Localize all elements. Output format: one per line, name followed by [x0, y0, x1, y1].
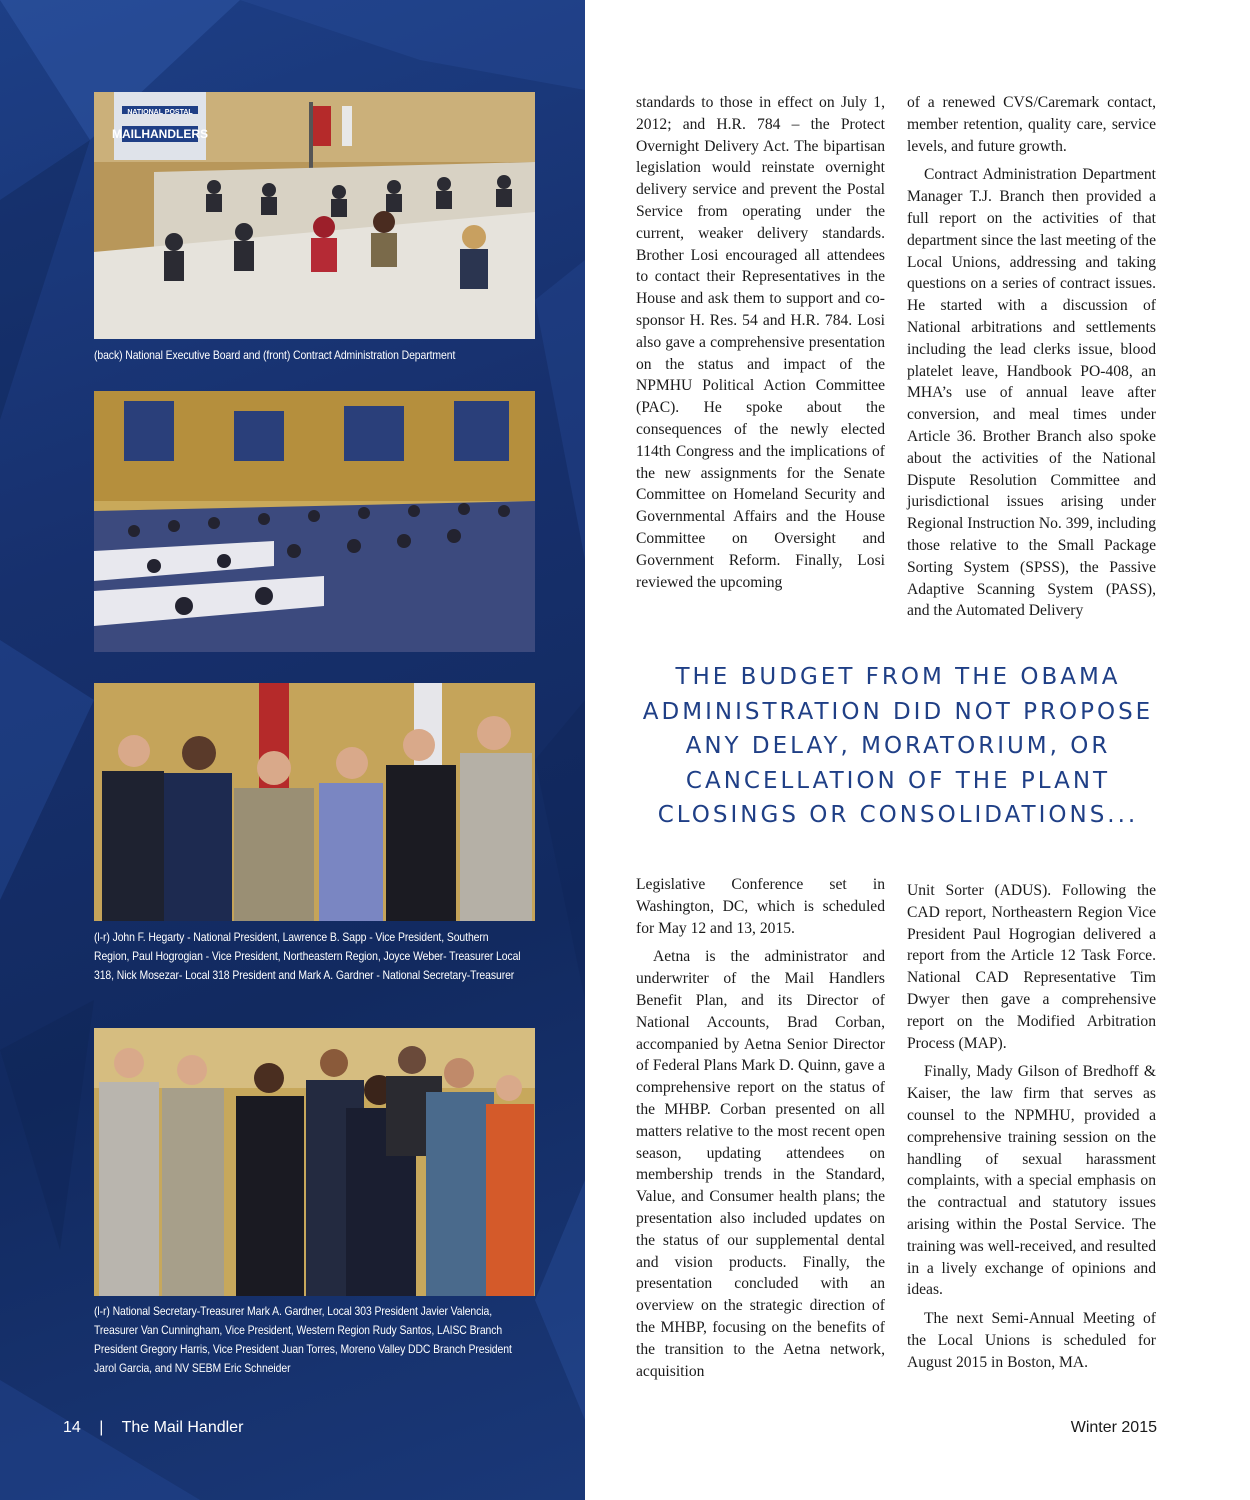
photo-group-eight — [94, 1028, 535, 1296]
publication-name: The Mail Handler — [121, 1419, 244, 1436]
paragraph: Finally, Mady Gilson of Bredhoff & Kaiser, the law firm that serves as counsel to the NPMHU, provided a comprehensive training session on the handling of sexual harassment complaints, with a special emphasis on the contractual and statutory issues arising within the Postal Service. The training was well-received, and resulted in a lively exchange of opinions and ideas. — [907, 1063, 1156, 1299]
left-blue-panel — [0, 0, 585, 1500]
article-column-1-bottom — [636, 874, 885, 1389]
photo-caption-group-six: (l-r) John F. Hegarty - National President, Lawrence B. Sapp - Vice President, Southern Region, Paul Hogrogian - Vice President, Northeastern Region, Joyce Weber- Treasurer Local 318, Nick Mosezar- Local 318 President and Mark A. Gardner - National Secretary-Treasurer — [94, 931, 521, 982]
issue-date: Winter 2015 — [1070, 1419, 1157, 1436]
photo-group-six — [94, 683, 535, 921]
article-column-1-top — [636, 92, 885, 600]
paragraph: Aetna is the administrator and underwriter of the Mail Handlers Benefit Plan, and its Director of National Accounts, Brad Corban, accompanied by Aetna Senior Director of Federal Plans Mark D. Quinn, gave a comprehensive report on the status of the MHBP. Corban presented on all matters relative to the most recent open season, updating attendees on membership trends in the Standard, Value, and Consumer health plans; the presentation also included updates on the status of our supplemental dental and vision products. Finally, the presentation concluded with an overview on the strategic direction of the MHBP, focusing on the benefits of the transition to the Aetna network, acquisition — [636, 948, 886, 1380]
footer-separator: | — [99, 1419, 104, 1436]
photo-caption-group-eight: (l-r) National Secretary-Treasurer Mark A. Gardner, Local 303 President Javier Valencia, Treasurer Van Cunningham, Vice President, Western Region Rudy Santos, LAISC Branch President Gregory Harris, Vice President Juan Torres, Moreno Valley DDC Branch President Jarol Garcia, and NV SEBM Eric Schneider — [94, 1305, 512, 1375]
photo-ballroom-audience — [94, 391, 535, 652]
paragraph: Unit Sorter (ADUS). Following the CAD report, Northeastern Region Vice President Paul Hogrogian delivered a report from the Article 12 Task Force. National CAD Representative Tim Dwyer then gave a comprehensive report on the Modified Arbitration Process (MAP). — [907, 882, 1156, 1052]
footer-left — [63, 1419, 243, 1437]
article-column-2-top — [907, 92, 1156, 629]
paragraph: The next Semi-Annual Meeting of the Local Unions is scheduled for August 2015 in Boston, MA. — [907, 1310, 1156, 1371]
page-number: 14 — [63, 1419, 81, 1436]
photo-caption-executive-board: (back) National Executive Board and (front) Contract Administration Department — [94, 349, 456, 362]
paragraph: standards to those in effect on July 1, 2012; and H.R. 784 – the Protect Overnight Delivery Act. The bipartisan legislation would reinstate overnight delivery service and prevent the Postal Service from operating under the current, weaker delivery standards. Brother Losi encouraged all attendees to contact their Representatives in the House and ask them to support and co-sponsor H. Res. 54 and H.R. 784. Losi also gave a comprehensive presentation on the status and impact of the NPMHU Political Action Committee (PAC). He spoke about the consequences of the newly elected 114th Congress and the implications of the new assignments for the Senate Committee on Homeland Security and Governmental Affairs and the House Committee on Oversight and Government Reform. Finally, Losi reviewed the upcoming — [636, 94, 885, 591]
paragraph: Contract Administration Department Manager T.J. Branch then provided a full report on the activities of that department since the last meeting of the Local Unions, addressing and taking questions on a series of contract issues. He started with a discussion of National arbitrations and settlements including the lead clerks issue, blood platelet leave, Handbook PO-408, an MHA’s use of annual leave after conversion, and meal times under Article 36. Brother Branch also spoke about the activities of the National Dispute Resolution Committee and jurisdictional issues arising under Regional Instruction No. 399, including those relative to the Small Package Sorting System (SPSS), the Passive Adaptive Scanning System (PASS), and the Automated Delivery — [907, 166, 1156, 620]
pull-quote: THE BUDGET FROM THE OBAMA ADMINISTRATION DID NOT PROPOSE ANY DELAY, MORATORIUM, OR CANCELLATION OF THE PLANT CLOSINGS OR CONSOLIDATIONS... — [642, 664, 1154, 828]
sign-text: MAILHANDLERS — [112, 127, 208, 141]
sign-text: NATIONAL POSTAL — [127, 109, 193, 116]
paragraph: of a renewed CVS/Caremark contact, member retention, quality care, service levels, and future growth. — [907, 94, 1156, 155]
photo-executive-board — [94, 92, 535, 339]
paragraph: Legislative Conference set in Washington, DC, which is scheduled for May 12 and 13, 2015. — [636, 876, 885, 937]
article-column-2-bottom — [907, 880, 1156, 1381]
